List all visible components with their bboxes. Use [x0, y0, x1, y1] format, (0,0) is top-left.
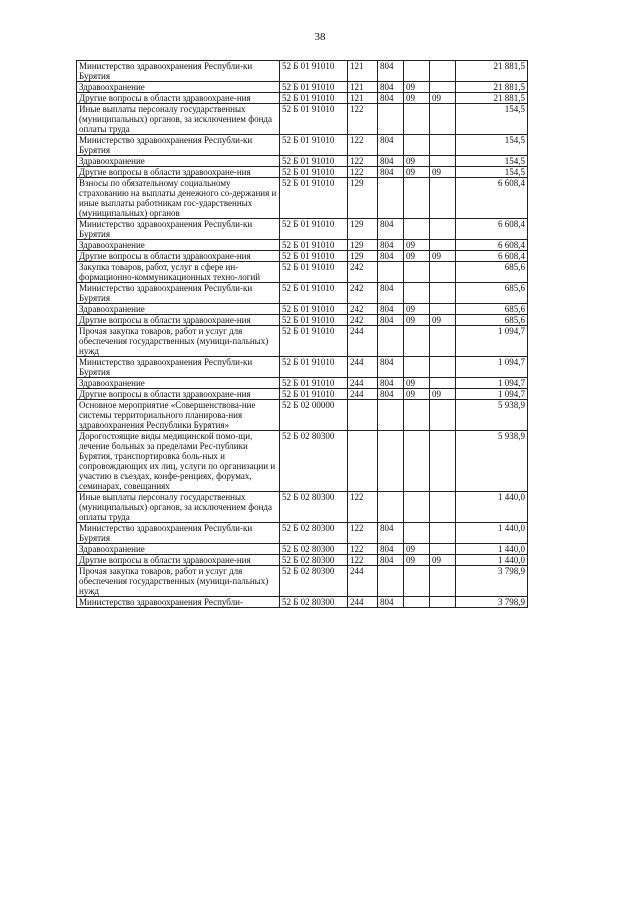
table-row	[77, 240, 528, 251]
row-ministry-code: 804	[378, 523, 404, 544]
row-name: Здравоохранение	[77, 304, 280, 315]
row-code: 52 Б 01 91010	[280, 378, 348, 389]
row-section: 09	[404, 156, 430, 167]
row-name: Прочая закупка товаров, работ и услуг для обеспечения государственных (муници-пальных) нужд	[77, 566, 280, 597]
row-subsection	[430, 82, 456, 93]
row-name: Министерство здравоохранения Республи-ки Бурятия	[77, 357, 280, 378]
table-row	[77, 135, 528, 156]
row-expense-type	[348, 400, 378, 431]
row-amount: 6 608,4	[456, 240, 528, 251]
row-code: 52 Б 02 00000	[280, 400, 348, 431]
row-code: 52 Б 01 91010	[280, 219, 348, 240]
row-subsection	[430, 156, 456, 167]
row-name: Министерство здравоохранения Республи-	[77, 597, 280, 608]
row-amount: 685,6	[456, 315, 528, 326]
row-ministry-code: 804	[378, 315, 404, 326]
row-amount: 21 881,5	[456, 93, 528, 104]
row-code: 52 Б 02 80300	[280, 492, 348, 523]
row-name: Здравоохранение	[77, 240, 280, 251]
row-ministry-code: 804	[378, 240, 404, 251]
row-section	[404, 400, 430, 431]
row-expense-type: 244	[348, 326, 378, 357]
row-amount: 5 938,9	[456, 400, 528, 431]
row-code: 52 Б 01 91010	[280, 326, 348, 357]
table-row	[77, 523, 528, 544]
row-subsection	[430, 357, 456, 378]
row-subsection	[430, 566, 456, 597]
table-row	[77, 389, 528, 400]
row-name: Здравоохранение	[77, 544, 280, 555]
row-subsection	[430, 304, 456, 315]
table-row	[77, 315, 528, 326]
row-code: 52 Б 01 91010	[280, 178, 348, 219]
row-section	[404, 219, 430, 240]
row-name: Закупка товаров, работ, услуг в сфере ин-формационно-коммуникационных техно-логий	[77, 262, 280, 283]
row-expense-type: 122	[348, 523, 378, 544]
row-code: 52 Б 01 91010	[280, 104, 348, 135]
row-code: 52 Б 01 91010	[280, 82, 348, 93]
row-subsection	[430, 283, 456, 304]
row-ministry-code: 804	[378, 219, 404, 240]
row-expense-type: 129	[348, 251, 378, 262]
table-row	[77, 156, 528, 167]
table-row	[77, 104, 528, 135]
row-code: 52 Б 01 91010	[280, 167, 348, 178]
row-expense-type: 244	[348, 566, 378, 597]
row-ministry-code: 804	[378, 597, 404, 608]
table-row	[77, 400, 528, 431]
row-amount: 1 440,0	[456, 492, 528, 523]
row-amount: 6 608,4	[456, 251, 528, 262]
row-amount: 1 440,0	[456, 544, 528, 555]
page-number: 38	[314, 31, 326, 43]
row-subsection: 09	[430, 167, 456, 178]
table-row	[77, 251, 528, 262]
row-section	[404, 492, 430, 523]
table-row	[77, 219, 528, 240]
row-section: 09	[404, 251, 430, 262]
row-amount: 6 608,4	[456, 178, 528, 219]
row-ministry-code: 804	[378, 357, 404, 378]
table-row	[77, 431, 528, 492]
row-name: Другие вопросы в области здравоохране-ния	[77, 315, 280, 326]
row-subsection	[430, 262, 456, 283]
row-name: Другие вопросы в области здравоохране-ния	[77, 389, 280, 400]
row-section	[404, 357, 430, 378]
row-code: 52 Б 02 80300	[280, 566, 348, 597]
row-subsection	[430, 378, 456, 389]
row-name: Другие вопросы в области здравоохране-ния	[77, 93, 280, 104]
row-amount: 1 094,7	[456, 389, 528, 400]
row-ministry-code	[378, 326, 404, 357]
row-section: 09	[404, 378, 430, 389]
row-expense-type: 129	[348, 219, 378, 240]
row-section	[404, 597, 430, 608]
row-section: 09	[404, 82, 430, 93]
row-section: 09	[404, 304, 430, 315]
row-section: 09	[404, 240, 430, 251]
row-amount: 1 094,7	[456, 357, 528, 378]
row-subsection	[430, 178, 456, 219]
row-expense-type: 242	[348, 304, 378, 315]
row-amount: 1 440,0	[456, 523, 528, 544]
table-row	[77, 357, 528, 378]
budget-table	[76, 60, 528, 608]
row-ministry-code	[378, 400, 404, 431]
row-ministry-code: 804	[378, 378, 404, 389]
row-subsection: 09	[430, 93, 456, 104]
row-ministry-code: 804	[378, 156, 404, 167]
row-code: 52 Б 02 80300	[280, 431, 348, 492]
row-expense-type: 122	[348, 167, 378, 178]
row-amount: 154,5	[456, 135, 528, 156]
row-name: Прочая закупка товаров, работ и услуг для обеспечения государственных (муници-пальных) нужд	[77, 326, 280, 357]
table-row	[77, 262, 528, 283]
row-ministry-code: 804	[378, 167, 404, 178]
row-code: 52 Б 02 80300	[280, 544, 348, 555]
row-ministry-code	[378, 431, 404, 492]
row-expense-type: 129	[348, 240, 378, 251]
row-code: 52 Б 01 91010	[280, 240, 348, 251]
row-amount: 21 881,5	[456, 82, 528, 93]
row-expense-type	[348, 431, 378, 492]
row-section	[404, 283, 430, 304]
row-subsection: 09	[430, 315, 456, 326]
row-section	[404, 104, 430, 135]
row-amount: 1 094,7	[456, 378, 528, 389]
row-name: Основное мероприятие «Совершенствова-ние системы территориального планирова-ния здравоохранения Республики Бурятия»	[77, 400, 280, 431]
table-row	[77, 555, 528, 566]
row-expense-type: 122	[348, 492, 378, 523]
row-subsection	[430, 135, 456, 156]
row-code: 52 Б 01 91010	[280, 262, 348, 283]
row-expense-type: 121	[348, 82, 378, 93]
row-code: 52 Б 02 80300	[280, 555, 348, 566]
row-section	[404, 135, 430, 156]
row-expense-type: 122	[348, 104, 378, 135]
row-expense-type: 242	[348, 283, 378, 304]
row-subsection	[430, 104, 456, 135]
row-ministry-code: 804	[378, 135, 404, 156]
row-code: 52 Б 01 91010	[280, 61, 348, 82]
row-expense-type: 242	[348, 315, 378, 326]
row-section	[404, 566, 430, 597]
budget-table-body	[77, 61, 528, 608]
row-amount: 685,6	[456, 283, 528, 304]
row-expense-type: 129	[348, 178, 378, 219]
row-code: 52 Б 01 91010	[280, 135, 348, 156]
row-code: 52 Б 01 91010	[280, 251, 348, 262]
table-row	[77, 544, 528, 555]
row-amount: 154,5	[456, 104, 528, 135]
row-code: 52 Б 01 91010	[280, 315, 348, 326]
row-amount: 1 094,7	[456, 326, 528, 357]
row-expense-type: 244	[348, 378, 378, 389]
row-ministry-code: 804	[378, 304, 404, 315]
row-code: 52 Б 01 91010	[280, 93, 348, 104]
row-name: Здравоохранение	[77, 156, 280, 167]
row-section: 09	[404, 544, 430, 555]
row-code: 52 Б 01 91010	[280, 283, 348, 304]
row-section: 09	[404, 93, 430, 104]
row-ministry-code: 804	[378, 61, 404, 82]
row-name: Здравоохранение	[77, 378, 280, 389]
row-code: 52 Б 01 91010	[280, 389, 348, 400]
table-row	[77, 304, 528, 315]
row-ministry-code	[378, 492, 404, 523]
row-expense-type: 121	[348, 61, 378, 82]
row-ministry-code	[378, 178, 404, 219]
row-expense-type: 244	[348, 597, 378, 608]
row-expense-type: 122	[348, 156, 378, 167]
row-name: Другие вопросы в области здравоохране-ния	[77, 555, 280, 566]
row-section	[404, 326, 430, 357]
row-amount: 154,5	[456, 156, 528, 167]
row-ministry-code: 804	[378, 389, 404, 400]
row-ministry-code: 804	[378, 544, 404, 555]
row-expense-type: 121	[348, 93, 378, 104]
row-amount: 5 938,9	[456, 431, 528, 492]
row-name: Министерство здравоохранения Республи-ки Бурятия	[77, 283, 280, 304]
row-code: 52 Б 02 80300	[280, 523, 348, 544]
row-name: Другие вопросы в области здравоохране-ния	[77, 251, 280, 262]
row-amount: 21 881,5	[456, 61, 528, 82]
row-amount: 154,5	[456, 167, 528, 178]
table-row	[77, 82, 528, 93]
row-name: Министерство здравоохранения Республи-ки Бурятия	[77, 61, 280, 82]
row-ministry-code: 804	[378, 251, 404, 262]
row-section: 09	[404, 315, 430, 326]
row-section: 09	[404, 167, 430, 178]
table-row	[77, 326, 528, 357]
row-name: Другие вопросы в области здравоохране-ния	[77, 167, 280, 178]
row-section	[404, 61, 430, 82]
row-ministry-code	[378, 262, 404, 283]
row-subsection	[430, 544, 456, 555]
row-ministry-code	[378, 566, 404, 597]
row-subsection	[430, 326, 456, 357]
row-name: Министерство здравоохранения Республи-ки Бурятия	[77, 135, 280, 156]
row-section: 09	[404, 555, 430, 566]
row-name: Иные выплаты персоналу государственных (муниципальных) органов, за исключением фонда оплаты труда	[77, 104, 280, 135]
row-ministry-code: 804	[378, 283, 404, 304]
row-name: Министерство здравоохранения Республи-ки Бурятия	[77, 523, 280, 544]
row-amount: 685,6	[456, 304, 528, 315]
row-section: 09	[404, 389, 430, 400]
row-expense-type: 122	[348, 135, 378, 156]
row-subsection: 09	[430, 389, 456, 400]
row-expense-type: 244	[348, 389, 378, 400]
row-ministry-code	[378, 104, 404, 135]
row-subsection	[430, 492, 456, 523]
row-ministry-code: 804	[378, 82, 404, 93]
row-subsection	[430, 219, 456, 240]
row-subsection	[430, 431, 456, 492]
row-ministry-code: 804	[378, 555, 404, 566]
row-expense-type: 122	[348, 555, 378, 566]
row-expense-type: 244	[348, 357, 378, 378]
row-amount: 6 608,4	[456, 219, 528, 240]
row-name: Министерство здравоохранения Республи-ки Бурятия	[77, 219, 280, 240]
row-name: Дорогостоящие виды медицинской помо-щи, лечение больных за пределами Рес-публики Бурятия, транспортировка боль-ных и сопровождающих их лиц, услуги по организации и участию в съездах, конфе-ренциях, форумах, семинарах, совещаниях	[77, 431, 280, 492]
table-row	[77, 93, 528, 104]
row-amount: 1 440,0	[456, 555, 528, 566]
table-row	[77, 492, 528, 523]
row-subsection: 09	[430, 555, 456, 566]
row-subsection	[430, 400, 456, 431]
row-code: 52 Б 01 91010	[280, 304, 348, 315]
table-row	[77, 283, 528, 304]
table-row	[77, 178, 528, 219]
row-ministry-code: 804	[378, 93, 404, 104]
row-code: 52 Б 01 91010	[280, 156, 348, 167]
row-expense-type: 122	[348, 544, 378, 555]
row-amount: 3 798,9	[456, 597, 528, 608]
row-name: Здравоохранение	[77, 82, 280, 93]
row-subsection	[430, 240, 456, 251]
row-section	[404, 178, 430, 219]
table-row	[77, 167, 528, 178]
row-section	[404, 262, 430, 283]
row-subsection	[430, 61, 456, 82]
row-name: Взносы по обязательному социальному страхованию на выплаты денежного со-держания и иные выплаты работникам гос-ударственных (муниципальных) органов	[77, 178, 280, 219]
row-section	[404, 523, 430, 544]
row-subsection	[430, 523, 456, 544]
table-row	[77, 61, 528, 82]
table-row	[77, 597, 528, 608]
row-amount: 685,6	[456, 262, 528, 283]
row-expense-type: 242	[348, 262, 378, 283]
row-name: Иные выплаты персоналу государственных (муниципальных) органов, за исключением фонда оплаты труда	[77, 492, 280, 523]
row-amount: 3 798,9	[456, 566, 528, 597]
row-code: 52 Б 02 80300	[280, 597, 348, 608]
row-code: 52 Б 01 91010	[280, 357, 348, 378]
row-subsection	[430, 597, 456, 608]
row-section	[404, 431, 430, 492]
table-row	[77, 378, 528, 389]
row-subsection: 09	[430, 251, 456, 262]
table-row	[77, 566, 528, 597]
